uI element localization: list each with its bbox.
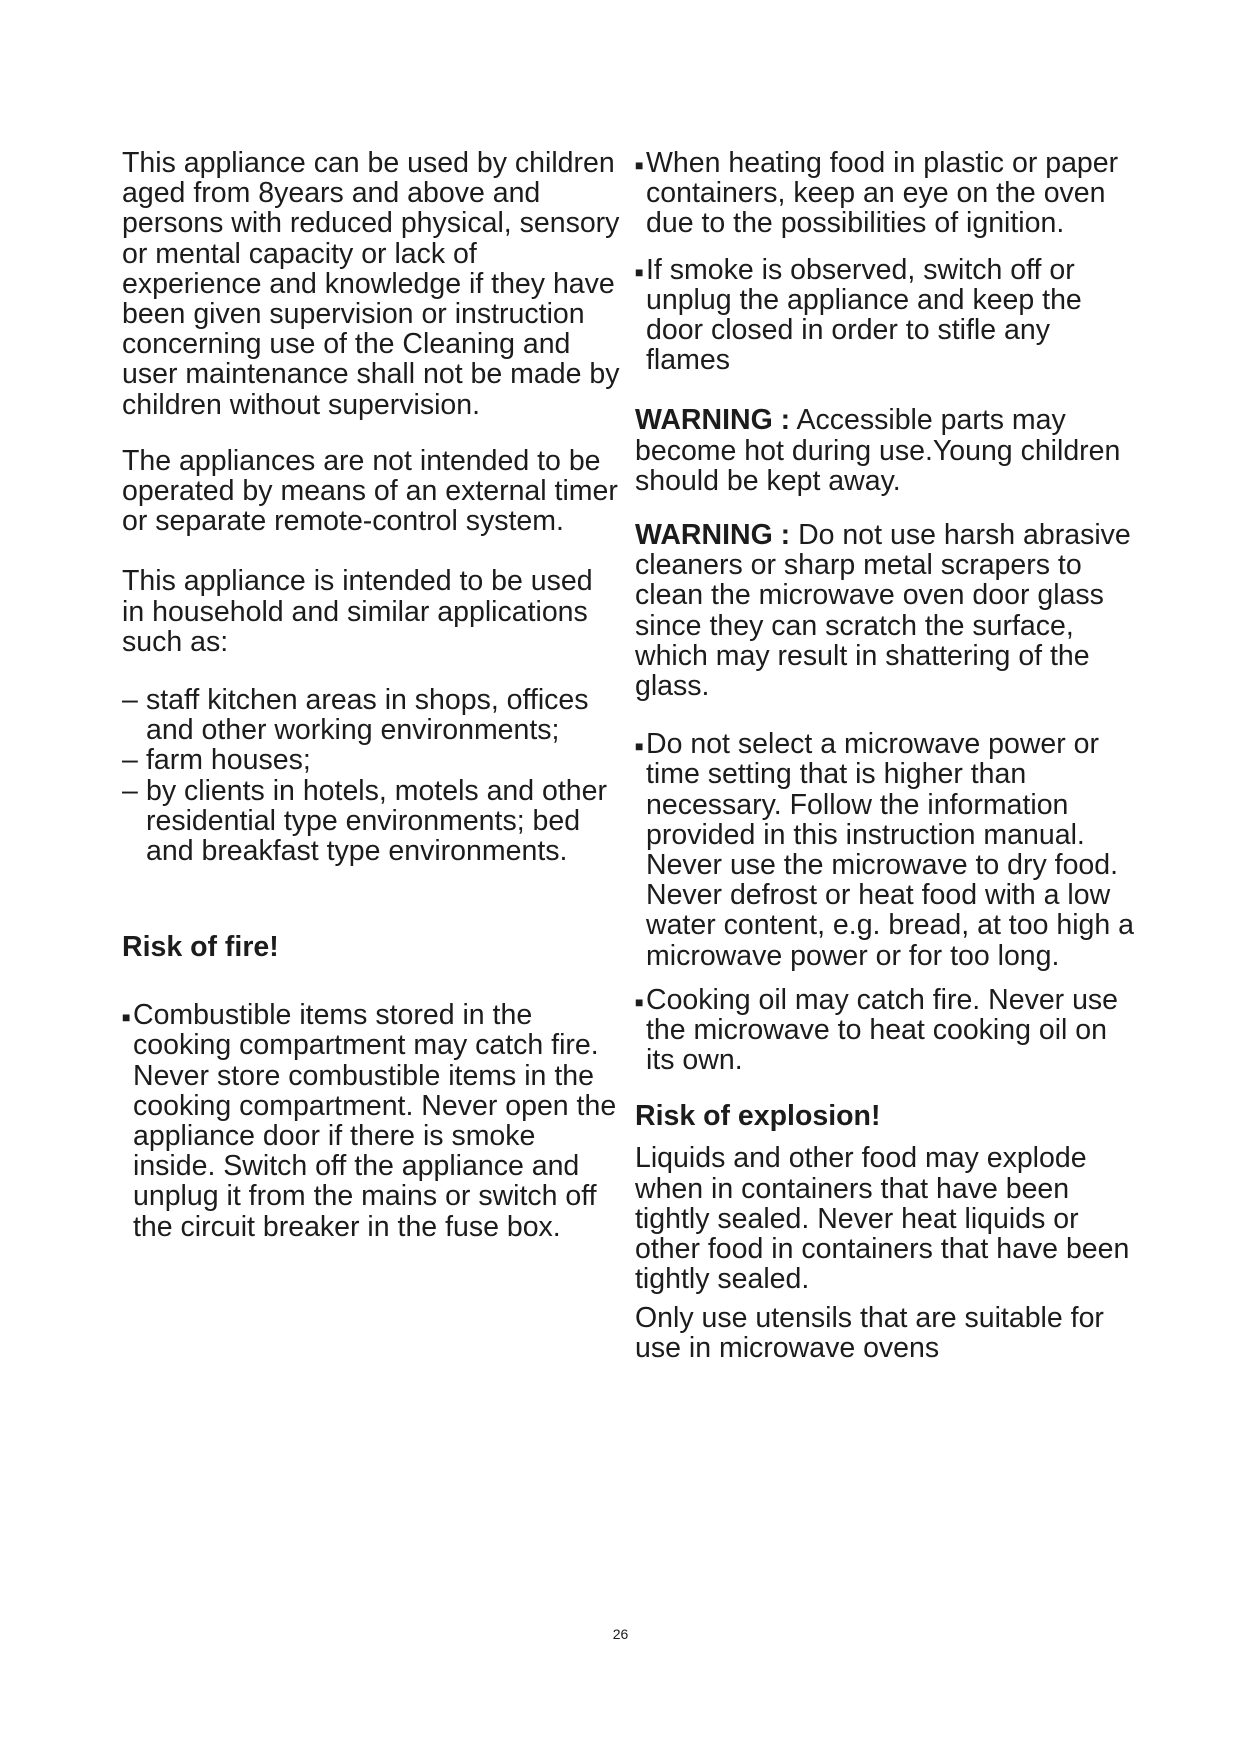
cooking-oil-text: Cooking oil may catch fire. Never use the microwave to heat cooking oil on its own.: [646, 983, 1119, 1077]
bullet-square-icon: ■: [635, 157, 644, 173]
risk-of-explosion-heading: Risk of explosion!: [635, 1100, 881, 1133]
list-item: [122, 685, 622, 745]
application-list: [122, 685, 622, 866]
power-setting-bullet: [635, 729, 1140, 971]
power-setting-text-a: Do not select a microwave power or time setting that is higher than necessary. Follow the information provided in this instruction manual. Never use the microwave to dry food.: [646, 728, 1119, 882]
list-item-text: by clients in hotels, motels and other residential type environments; bed and breakfast type environments.: [146, 774, 607, 868]
list-item: [122, 745, 622, 775]
list-dash: –: [122, 744, 138, 777]
children-use-paragraph: This appliance can be used by children aged from 8years and above and persons with reduced physical, sensory or mental capacity or lack of experience and knowledge if they have been given supervision or instruction concerning use of the Cleaning and user maintenance shall not be made by children without supervision.: [122, 147, 620, 421]
list-item-text: staff kitchen areas in shops, offices and other working environments;: [146, 684, 589, 747]
page-number: 26: [612, 1626, 629, 1642]
smoke-bullet-text: If smoke is observed, switch off or unplug the appliance and keep the door closed in order to stifle any flames: [646, 253, 1082, 377]
bullet-square-icon: ■: [635, 263, 644, 280]
household-use-paragraph: This appliance is intended to be used in household and similar applications such as:: [122, 565, 593, 658]
external-timer-paragraph: The appliances are not intended to be operated by means of an external timer or separate remote-control system.: [122, 444, 618, 538]
warning-hot-parts-text: Accessible parts may become hot during use.Young children should be kept away.: [635, 404, 1121, 497]
power-setting-text: [646, 729, 1140, 971]
list-dash: –: [122, 684, 138, 717]
power-setting-text-b: Never defrost or heat food with a low water content, e.g. bread, at too high a microwave power or for too long.: [646, 879, 1134, 972]
warning-label: WARNING :: [635, 519, 791, 552]
warning-hot-parts: [635, 405, 1140, 496]
bullet-square-icon: ■: [635, 738, 644, 755]
right-column: [635, 148, 1140, 1363]
fire-bullet: [122, 1000, 622, 1242]
smoke-bullet: [635, 255, 1140, 376]
explosion-paragraph: Liquids and other food may explode when in containers that have been tightly sealed. Never heat liquids or other food in containers that have been tightly sealed.: [635, 1142, 1130, 1296]
plastic-containers-text: When heating food in plastic or paper containers, keep an eye on the oven due to the possibilities of ignition.: [646, 147, 1119, 240]
utensils-paragraph: Only use utensils that are suitable for use in microwave ovens: [635, 1301, 1104, 1364]
fire-bullet-text: Combustible items stored in the cooking compartment may catch fire. Never store combustible items in the cooking compartment. Never open the appliance door if there is smoke inside. Switch off the appliance and unplug it from the mains or switch off the circuit breaker in the fuse box.: [133, 999, 617, 1243]
list-dash: –: [122, 774, 138, 807]
risk-of-fire-heading: Risk of fire!: [122, 931, 279, 964]
warning-abrasive-text: Do not use harsh abrasive cleaners or sharp metal scrapers to clean the microwave oven door glass since they can scratch the surface, which may result in shattering of the glass.: [635, 519, 1131, 703]
bullet-square-icon: ■: [122, 1009, 131, 1026]
plastic-containers-bullet: [635, 148, 1140, 239]
left-column: [122, 148, 622, 1242]
list-item: [122, 776, 622, 867]
warning-abrasive-cleaners: [635, 520, 1140, 701]
cooking-oil-bullet: [635, 985, 1140, 1076]
list-item-text: farm houses;: [146, 744, 311, 777]
bullet-square-icon: ■: [635, 993, 644, 1010]
warning-label: WARNING :: [635, 404, 791, 437]
